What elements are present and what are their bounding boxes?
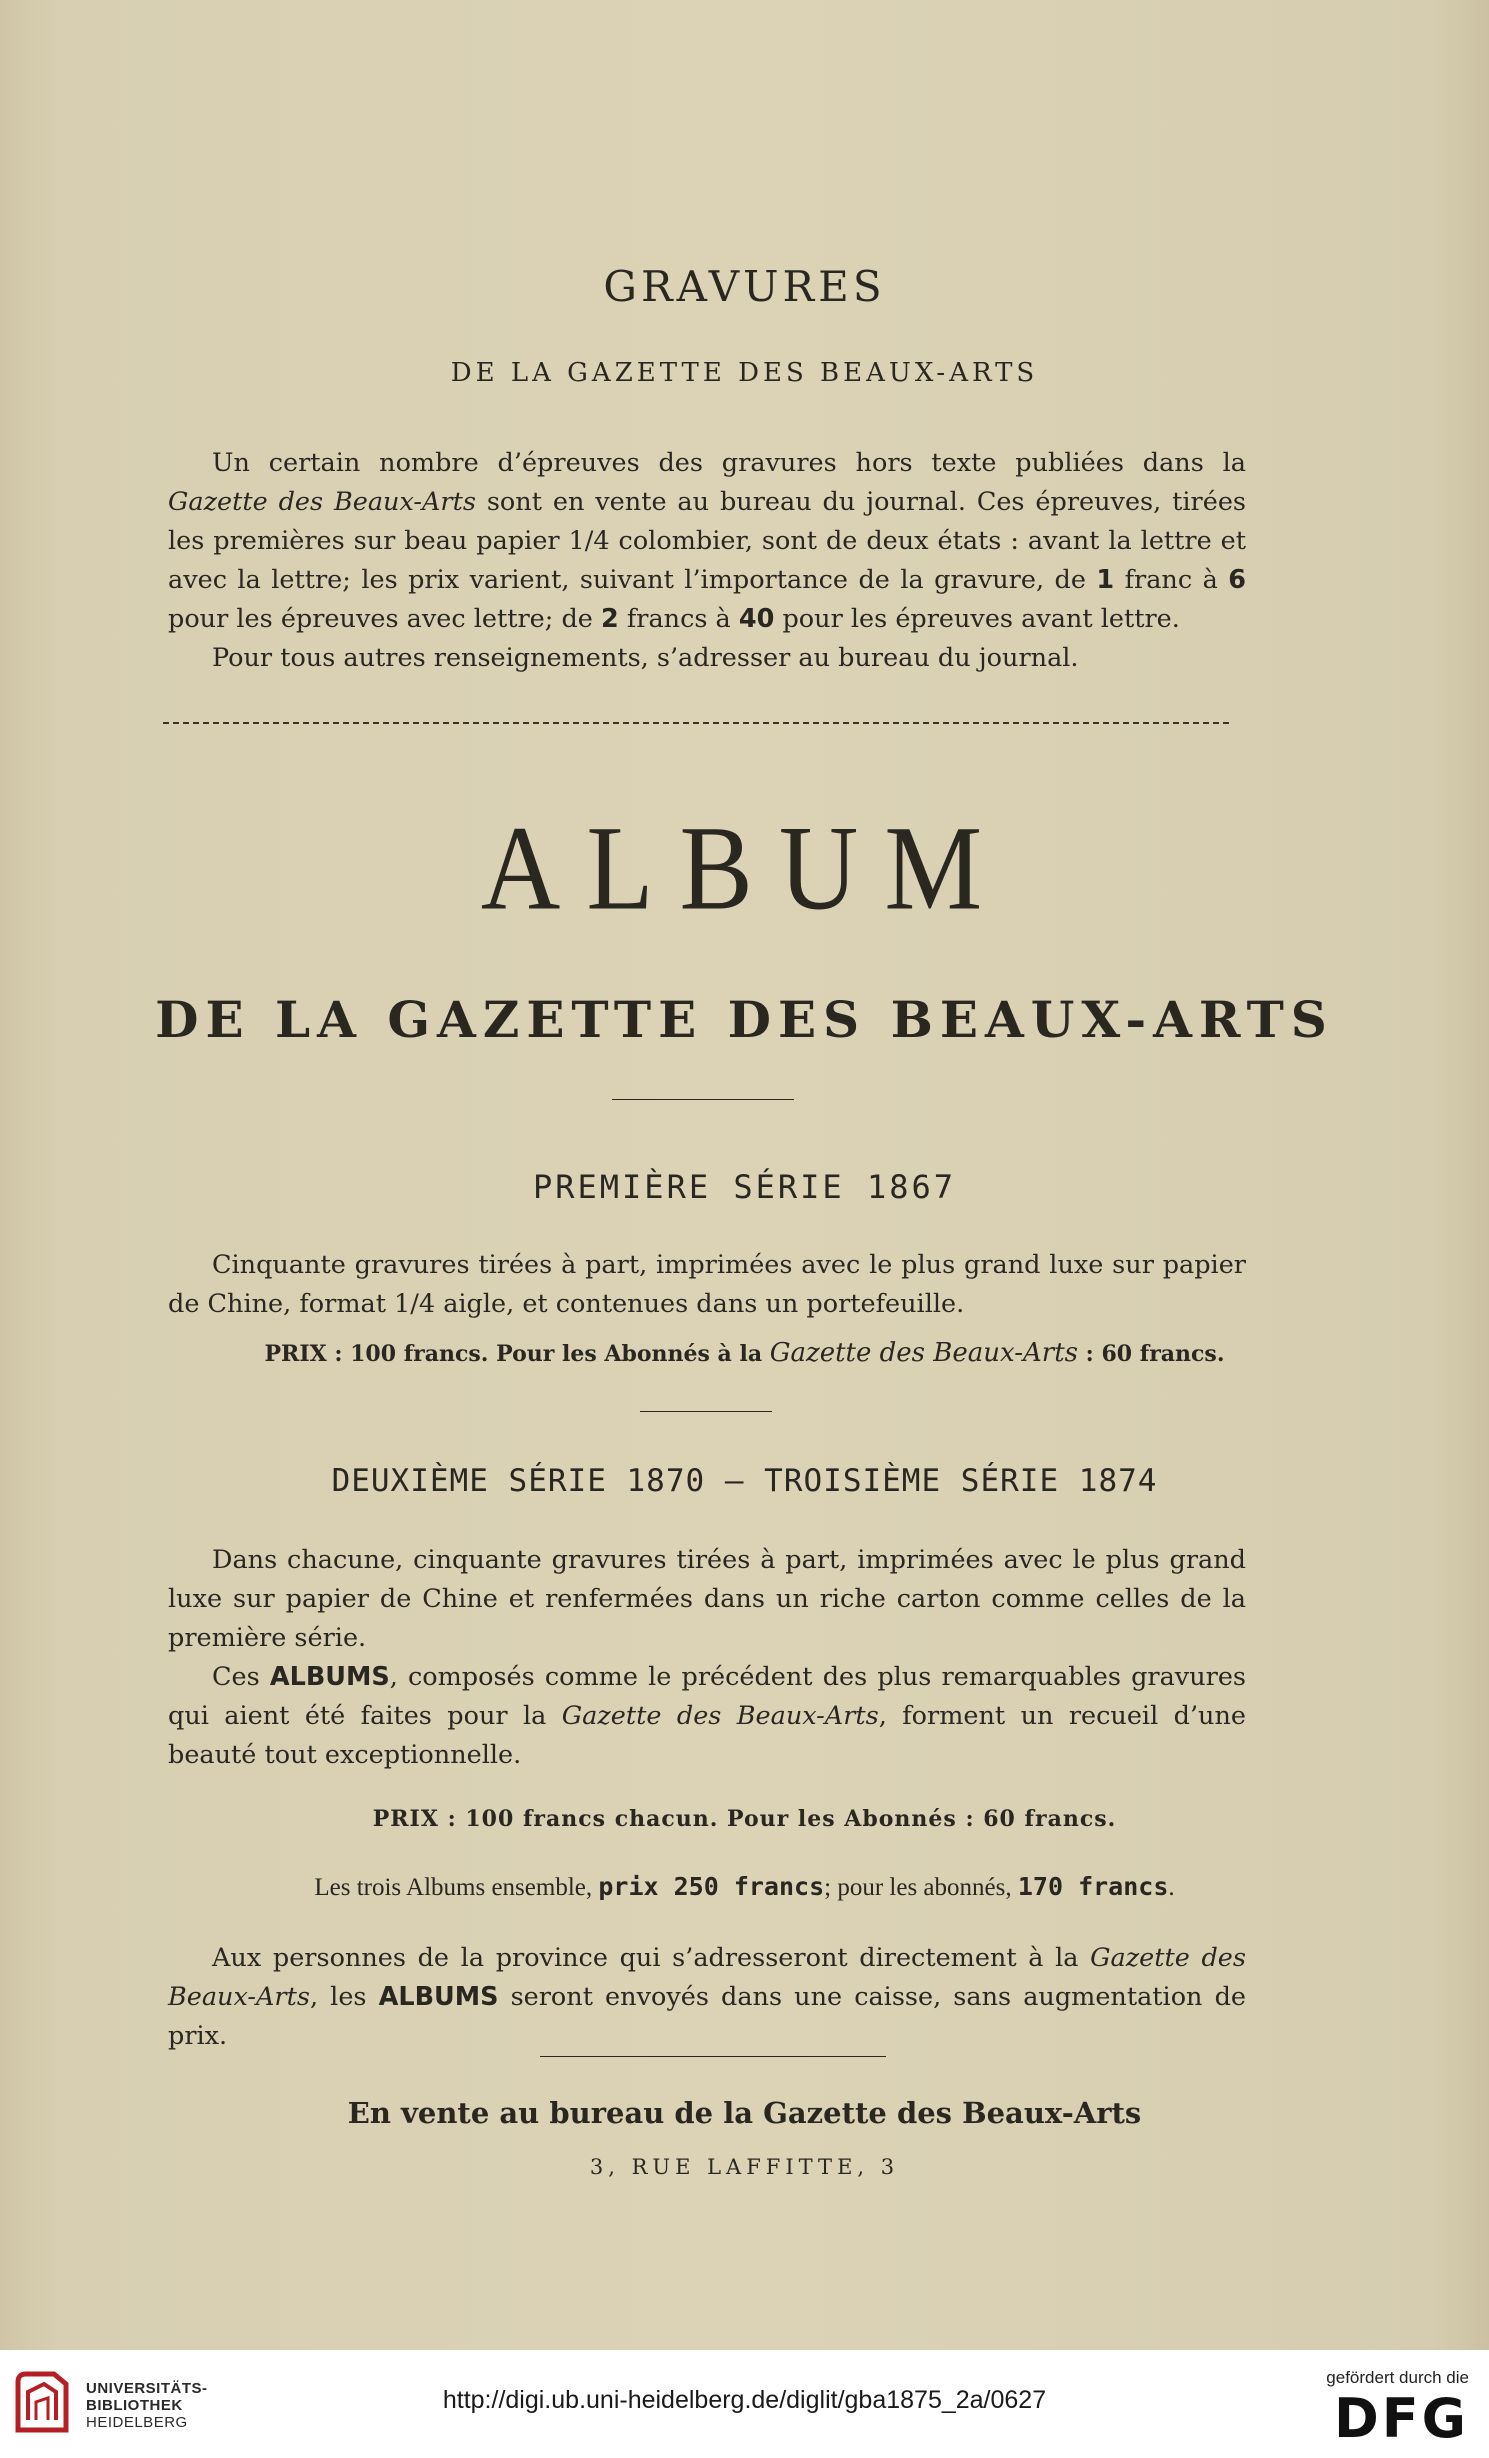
trois-albums: Les trois Albums ensemble, prix 250 francs; pour les abonnés, 170 francs. [314,1872,1175,1901]
gravures-subtitle: DE LA GAZETTE DES BEAUX-ARTS [450,358,1039,388]
short-rule [540,2056,886,2057]
serie2-text: Dans chacune, cinquante gravures tirées à part, imprimées avec le plus grand luxe sur papier de Chine et renfermées dans un riche carton comme celles de la première série. Ces ALBUMS, composés comme le précédent des plus remarquables gravures qui aient été faites pour la Gazette des Beaux-Arts, forment un recueil d’une beauté tout exceptionnelle. [168,1545,1246,1770]
footer-bar [0,2350,1489,2458]
album-subtitle: DE LA GAZETTE DES BEAUX-ARTS [155,990,1334,1049]
serie1-price: PRIX : 100 francs. Pour les Abonnés à la Gazette des Beaux-Arts : 60 francs. [264,1338,1225,1368]
short-rule [612,1099,794,1100]
serie1-text: Cinquante gravures tirées à part, imprimées avec le plus grand luxe sur papier de Chine, format 1/4 aigle, et contenues dans un portefeuille. [168,1250,1246,1319]
album-title: ALBUM [480,800,1009,936]
vente-line: En vente au bureau de la Gazette des Beaux-Arts [347,2096,1142,2130]
serie2-heading: DEUXIÈME SÉRIE 1870 — TROISIÈME SÉRIE 1874 [331,1463,1158,1499]
serie1-heading: PREMIÈRE SÉRIE 1867 [532,1168,957,1206]
province-text: Aux personnes de la province qui s’adresseront directement à la Gazette des Beaux-Arts, les ALBUMS seront envoyés dans une caisse, sans augmentation de prix. [168,1943,1246,2051]
serie2-price: PRIX : 100 francs chacun. Pour les Abonnés : 60 francs. [372,1806,1117,1832]
dfg-label: gefördert durch die [1326,2368,1469,2387]
permalink-url[interactable]: http://digi.ub.uni-heidelberg.de/diglit/gba1875_2a/0627 [442,2386,1047,2414]
gravures-paragraph: Un certain nombre d’épreuves des gravures hors texte publiées dans la Gazette des Beaux-Arts sont en vente au bureau du journal. Ces épreuves, tirées les premières sur beau papier 1/4 colombier, sont de deux états : avant la lettre et avec la lettre; les prix varient, suivant l’importance de la gravure, de 1 franc à 6 pour les épreuves avec lettre; de 2 francs à 40 pour les épreuves avant lettre. [168,448,1246,634]
short-rule [640,1411,772,1412]
gravures-contact: Pour tous autres renseignements, s’adresser au bureau du journal. [212,643,1079,673]
gravures-text [168,444,1246,678]
dfg-logo: DFG [1333,2387,1469,2450]
vente-address: 3, RUE LAFFITTE, 3 [589,2155,900,2179]
university-name: UNIVERSITÄTS- BIBLIOTHEK HEIDELBERG [86,2380,208,2431]
gravures-title: GRAVURES [603,262,886,311]
section-divider [163,722,1229,724]
